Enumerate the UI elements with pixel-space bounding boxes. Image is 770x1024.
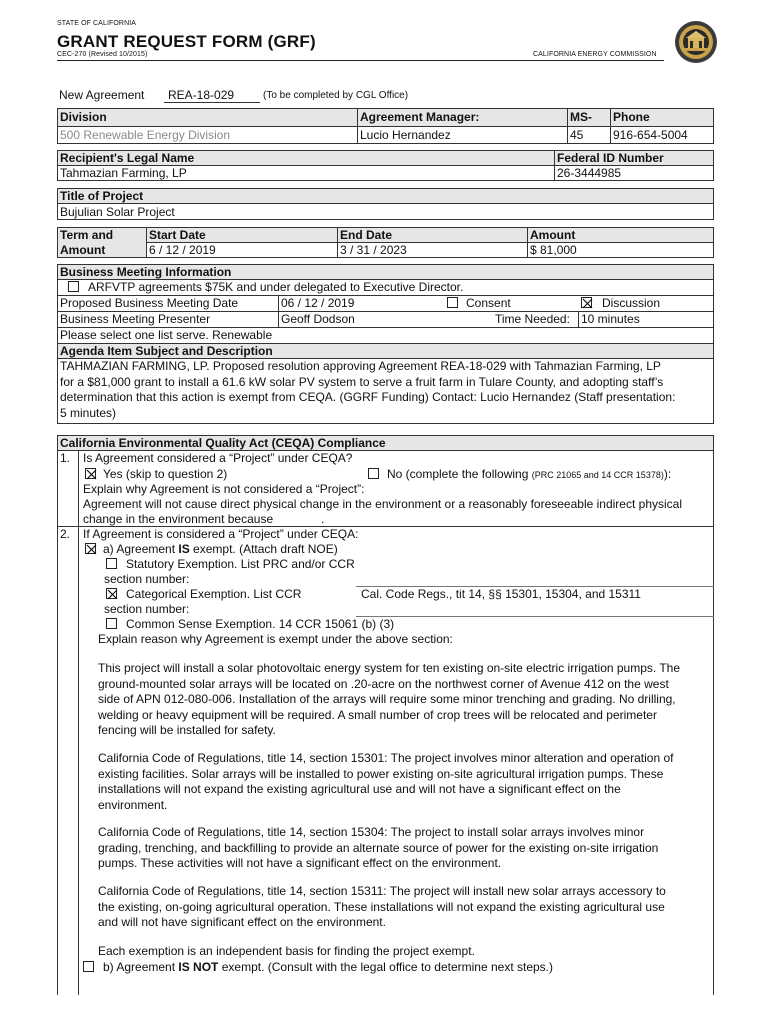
reason-line: California Code of Regulations, title 14, section 15301: The project involves minor alteration and operation of [98,751,674,765]
consent-label: Consent [466,296,511,310]
term-row-divider [146,242,714,243]
meeting-col-divider-2 [578,311,579,327]
q2b-suffix: exempt. (Consult with the legal office to determine next steps.) [218,960,554,974]
reason-line: This project will install a solar photovoltaic energy system for ten existing on-site electric irrigation pumps. The [98,661,681,675]
form-number: CEC-270 (Revised 10/2015) [57,51,148,58]
reason-line: and will not have significant effect on the environment. [98,915,386,929]
reason-line: the existing, on-going agricultural operation. These installations will not expand the existing agricultural use [98,899,665,914]
end-date-field[interactable]: 3 / 31 / 2023 [340,243,407,257]
q2a-checkbox[interactable] [85,543,96,554]
consent-checkbox[interactable] [447,297,458,308]
q2-text: If Agreement is considered a “Project” under CEQA: [83,527,359,541]
q2b-bold: IS NOT [178,960,219,974]
q1-text: Is Agreement considered a “Project” under CEQA? [83,451,353,465]
meeting-date-field[interactable]: 06 / 12 / 2019 [281,296,355,310]
categorical-label-2: section number: [104,602,190,616]
time-needed-field[interactable]: 10 minutes [581,312,640,326]
q1-no-checkbox[interactable] [368,468,379,479]
division-row-divider [57,126,714,127]
q2a-bold: IS [178,542,190,556]
end-date-label: End Date [340,228,393,242]
q1-explain-label: Explain why Agreement is not considered a “Project”: [83,482,365,496]
division-col-divider-2 [567,108,568,144]
q2a-label [103,542,338,556]
check-x-icon [107,589,118,600]
reason-line: Each exemption is an independent basis for finding the project exempt. [98,944,475,958]
q2-number: 2. [60,527,71,541]
q1-explain-field[interactable]: . [321,512,325,526]
common-sense-label: Common Sense Exemption. 14 CCR 15061 (b) (3) [126,617,395,631]
q2b-checkbox[interactable] [83,961,94,972]
agenda-line-1: TAHMAZIAN FARMING, LP. Proposed resolution approving Agreement REA-18-029 with Tahmazian Farming, LP [60,359,661,373]
reason-line: existing facilities. Solar arrays will be installed to power existing on-site agricultural irrigation pumps. These [98,766,664,781]
ms-field[interactable]: 45 [570,128,584,142]
time-needed-label: Time Needed: [495,312,570,326]
agreement-number-underline [164,102,260,103]
q2b-label [103,960,553,974]
term-col-divider-1 [146,227,147,258]
categorical-label: Categorical Exemption. List CCR [126,587,302,601]
q1-yes-label: Yes (skip to question 2) [103,467,228,481]
term-col-divider-3 [527,227,528,258]
division-label: Division [60,110,107,124]
federal-id-label: Federal ID Number [557,151,664,165]
recipient-label: Recipient's Legal Name [60,151,195,165]
q1-yes-checkbox[interactable] [85,468,96,479]
phone-field[interactable]: 916-654-5004 [613,128,688,142]
reason-line: grading, trenching, and backfilling to provide an alternate source of power for the existing on-site irrigation [98,840,659,855]
reason-paragraph-5 [98,944,714,960]
ceqa-heading: California Environmental Quality Act (CEQA) Compliance [60,436,386,450]
phone-label: Phone [613,110,650,124]
listserve-select[interactable]: Please select one list serve. Renewable [60,328,273,342]
q2b-prefix: b) Agreement [103,960,179,974]
project-title-label: Title of Project [60,189,144,203]
arfvtp-checkbox[interactable] [68,281,79,292]
categorical-field-underline [356,616,714,617]
start-date-field[interactable]: 6 / 12 / 2019 [149,243,216,257]
q1-no-label [387,467,671,481]
reason-paragraph-1 [98,661,714,739]
q1-no-citation: (PRC 21065 and 14 CCR 15378) [531,470,664,480]
check-x-icon [86,544,97,555]
reason-line: side of APN 012-080-006. Installation of the arrays will require some minor trenching and grading. No drilling, [98,692,676,706]
reason-line: ground-mounted solar arrays will be located on .20-acre on the northwest corner of Avenue 412 on the west [98,676,669,691]
reason-line: California Code of Regulations, title 14, section 15304: The project to install solar arrays involves minor [98,825,645,839]
q1-explain-line-2: change in the environment because [83,512,274,526]
recipient-field[interactable]: Tahmazian Farming, LP [60,166,187,180]
ceqa-number-column [78,450,79,995]
amount-label: Amount [530,228,576,242]
arfvtp-label: ARFVTP agreements $75K and under delegated to Executive Director. [88,280,464,294]
reason-line: California Code of Regulations, title 14, section 15311: The project will install new solar arrays accessory to [98,884,666,898]
california-energy-commission-seal-icon [674,20,718,64]
amount-field[interactable]: $ 81,000 [530,243,577,257]
q2a-prefix: a) Agreement [103,542,179,556]
statutory-checkbox[interactable] [106,558,117,569]
agreement-number[interactable]: REA-18-029 [168,88,235,102]
agency-name: CALIFORNIA ENERGY COMMISSION [533,51,657,58]
reason-line: fencing will be installed for safety. [98,723,276,737]
state-label: STATE OF CALIFORNIA [57,20,137,27]
agenda-line-4: 5 minutes) [60,405,117,420]
explain-reason-label: Explain reason why Agreement is exempt under the above section: [98,632,453,646]
meeting-col-divider-1 [278,295,279,327]
term-label-line2: Amount [60,243,106,257]
q1-no-end: ): [663,467,672,481]
cgl-office-note: (To be completed by CGL Office) [263,90,409,101]
start-date-label: Start Date [149,228,206,242]
reason-line: welding or heavy equipment will be required. A small number of crop trees will be relocated and perimeter [98,707,657,722]
categorical-field[interactable]: Cal. Code Regs., tit 14, §§ 15301, 15304, and 15311 [361,587,641,601]
project-title-field[interactable]: Bujulian Solar Project [60,205,175,219]
q1-explain-line-1: Agreement will not cause direct physical change in the environment or a reasonably foreseeable indirect physical [83,497,682,511]
reason-line: installations will not expand the existing agricultural use and will not have a significant effect on the [98,782,621,796]
q1-no-text: No (complete the following [387,467,529,481]
presenter-label: Business Meeting Presenter [60,312,211,326]
reason-line: environment. [98,797,168,812]
discussion-label: Discussion [602,296,661,310]
reason-paragraph-3 [98,825,714,872]
reason-line: pumps. These activities will not have a significant effect on the environment. [98,856,502,870]
division-col-divider-1 [357,108,358,144]
term-col-divider-2 [337,227,338,258]
reason-paragraph-4 [98,884,714,931]
division-field[interactable]: 500 Renewable Energy Division [60,128,231,142]
new-agreement-label: New Agreement [59,88,145,102]
recipient-col-divider [554,150,555,181]
presenter-field[interactable]: Geoff Dodson [281,312,355,326]
check-x-icon [582,298,593,309]
header-rule [57,60,664,61]
division-col-divider-3 [610,108,611,144]
q2a-suffix: exempt. (Attach draft NOE) [189,542,338,556]
reason-paragraph-2 [98,751,714,813]
meeting-date-label: Proposed Business Meeting Date [60,296,239,310]
q1-number: 1. [60,451,71,465]
categorical-checkbox[interactable] [106,588,117,599]
agreement-manager-label: Agreement Manager: [360,110,480,124]
discussion-checkbox[interactable] [581,297,592,308]
federal-id-field[interactable]: 26-3444985 [557,166,622,180]
agenda-line-3: determination that this action is exempt from CEQA. (GGRF Funding) Contact: Lucio Hernandez (Staff presentation: [60,390,676,404]
agreement-manager-field[interactable]: Lucio Hernandez [360,128,451,142]
common-sense-checkbox[interactable] [106,618,117,629]
form-title: GRANT REQUEST FORM (GRF) [57,32,316,51]
statutory-label-2: section number: [104,572,190,586]
term-label-line1: Term and [60,228,114,242]
check-x-icon [86,469,97,480]
ms-label: MS- [570,110,592,124]
meeting-heading: Business Meeting Information [60,265,232,279]
agenda-line-2: for a $81,000 grant to install a 61.6 kW solar PV system to serve a fruit farm in Tulare County, and adopting staff’s [60,374,664,389]
statutory-label: Statutory Exemption. List PRC and/or CCR [126,557,355,571]
agenda-heading: Agenda Item Subject and Description [60,344,273,358]
project-row-divider [57,203,714,204]
